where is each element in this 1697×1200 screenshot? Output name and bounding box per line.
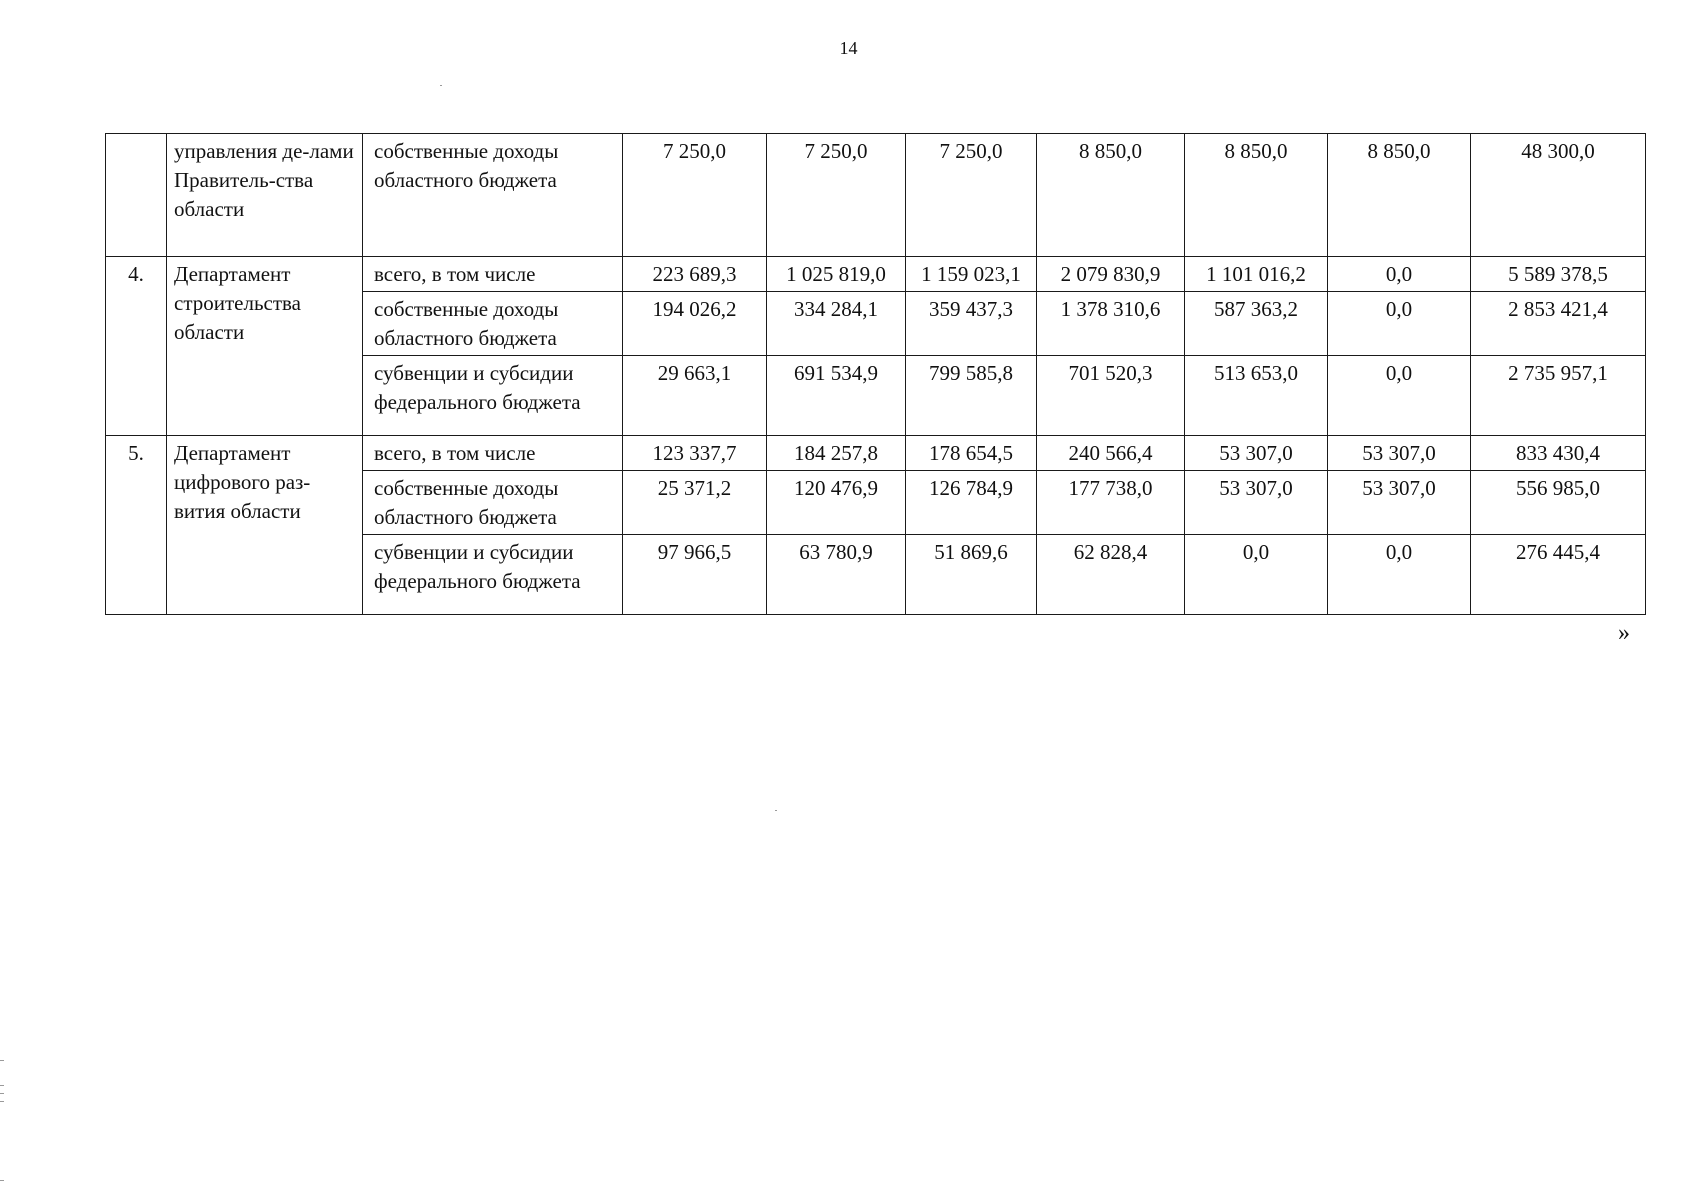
value-cell: 51 869,6 xyxy=(906,535,1037,615)
scan-speck xyxy=(0,1085,4,1086)
total-cell: 556 985,0 xyxy=(1471,471,1646,535)
value-cell: 63 780,9 xyxy=(767,535,906,615)
value-cell: 587 363,2 xyxy=(1185,292,1328,356)
value-cell: 799 585,8 xyxy=(906,356,1037,436)
value-cell: 8 850,0 xyxy=(1328,134,1471,257)
value-cell: 120 476,9 xyxy=(767,471,906,535)
scan-speck xyxy=(0,1180,4,1181)
value-cell: 334 284,1 xyxy=(767,292,906,356)
value-cell: 184 257,8 xyxy=(767,436,906,471)
department-name: Департамент строительства области xyxy=(167,257,363,436)
value-cell: 7 250,0 xyxy=(906,134,1037,257)
value-cell: 359 437,3 xyxy=(906,292,1037,356)
funding-source: собственные доходы областного бюджета xyxy=(363,471,623,535)
row-index xyxy=(106,134,167,257)
value-cell: 53 307,0 xyxy=(1328,436,1471,471)
page-number: 14 xyxy=(839,38,858,58)
value-cell: 1 101 016,2 xyxy=(1185,257,1328,292)
table-row xyxy=(106,436,1646,471)
value-cell: 691 534,9 xyxy=(767,356,906,436)
value-cell: 126 784,9 xyxy=(906,471,1037,535)
value-cell: 0,0 xyxy=(1328,535,1471,615)
row-index: 4. xyxy=(106,257,167,436)
scan-speck xyxy=(0,1093,4,1094)
value-cell: 1 378 310,6 xyxy=(1037,292,1185,356)
value-cell: 53 307,0 xyxy=(1185,436,1328,471)
value-cell: 513 653,0 xyxy=(1185,356,1328,436)
funding-source: собственные доходы областного бюджета xyxy=(363,134,623,257)
funding-source: всего, в том числе xyxy=(363,257,623,292)
value-cell: 0,0 xyxy=(1185,535,1328,615)
value-cell: 97 966,5 xyxy=(623,535,767,615)
scan-speck xyxy=(0,1101,4,1102)
value-cell: 62 828,4 xyxy=(1037,535,1185,615)
total-cell: 276 445,4 xyxy=(1471,535,1646,615)
department-name: Департамент цифрового раз-вития области xyxy=(167,436,363,615)
value-cell: 123 337,7 xyxy=(623,436,767,471)
funding-source: собственные доходы областного бюджета xyxy=(363,292,623,356)
value-cell: 29 663,1 xyxy=(623,356,767,436)
total-cell: 2 853 421,4 xyxy=(1471,292,1646,356)
value-cell: 223 689,3 xyxy=(623,257,767,292)
value-cell: 8 850,0 xyxy=(1037,134,1185,257)
value-cell: 1 159 023,1 xyxy=(906,257,1037,292)
value-cell: 7 250,0 xyxy=(623,134,767,257)
value-cell: 53 307,0 xyxy=(1328,471,1471,535)
value-cell: 240 566,4 xyxy=(1037,436,1185,471)
value-cell: 178 654,5 xyxy=(906,436,1037,471)
funding-source: всего, в том числе xyxy=(363,436,623,471)
value-cell: 8 850,0 xyxy=(1185,134,1328,257)
value-cell: 0,0 xyxy=(1328,356,1471,436)
value-cell: 53 307,0 xyxy=(1185,471,1328,535)
value-cell: 7 250,0 xyxy=(767,134,906,257)
funding-source: субвенции и субсидии федерального бюджета xyxy=(363,535,623,615)
value-cell: 177 738,0 xyxy=(1037,471,1185,535)
value-cell: 25 371,2 xyxy=(623,471,767,535)
scan-speck xyxy=(440,85,442,86)
value-cell: 2 079 830,9 xyxy=(1037,257,1185,292)
value-cell: 0,0 xyxy=(1328,292,1471,356)
closing-quote-mark: » xyxy=(1618,620,1630,646)
value-cell: 701 520,3 xyxy=(1037,356,1185,436)
table-row xyxy=(106,257,1646,292)
scan-speck xyxy=(775,810,777,811)
table-row xyxy=(106,134,1646,257)
value-cell: 194 026,2 xyxy=(623,292,767,356)
total-cell: 833 430,4 xyxy=(1471,436,1646,471)
total-cell: 48 300,0 xyxy=(1471,134,1646,257)
row-index: 5. xyxy=(106,436,167,615)
total-cell: 2 735 957,1 xyxy=(1471,356,1646,436)
value-cell: 1 025 819,0 xyxy=(767,257,906,292)
budget-table xyxy=(105,133,1646,615)
department-name: управления де-лами Правитель-ства области xyxy=(167,134,363,257)
total-cell: 5 589 378,5 xyxy=(1471,257,1646,292)
value-cell: 0,0 xyxy=(1328,257,1471,292)
funding-source: субвенции и субсидии федерального бюджета xyxy=(363,356,623,436)
scan-speck xyxy=(0,1060,4,1061)
